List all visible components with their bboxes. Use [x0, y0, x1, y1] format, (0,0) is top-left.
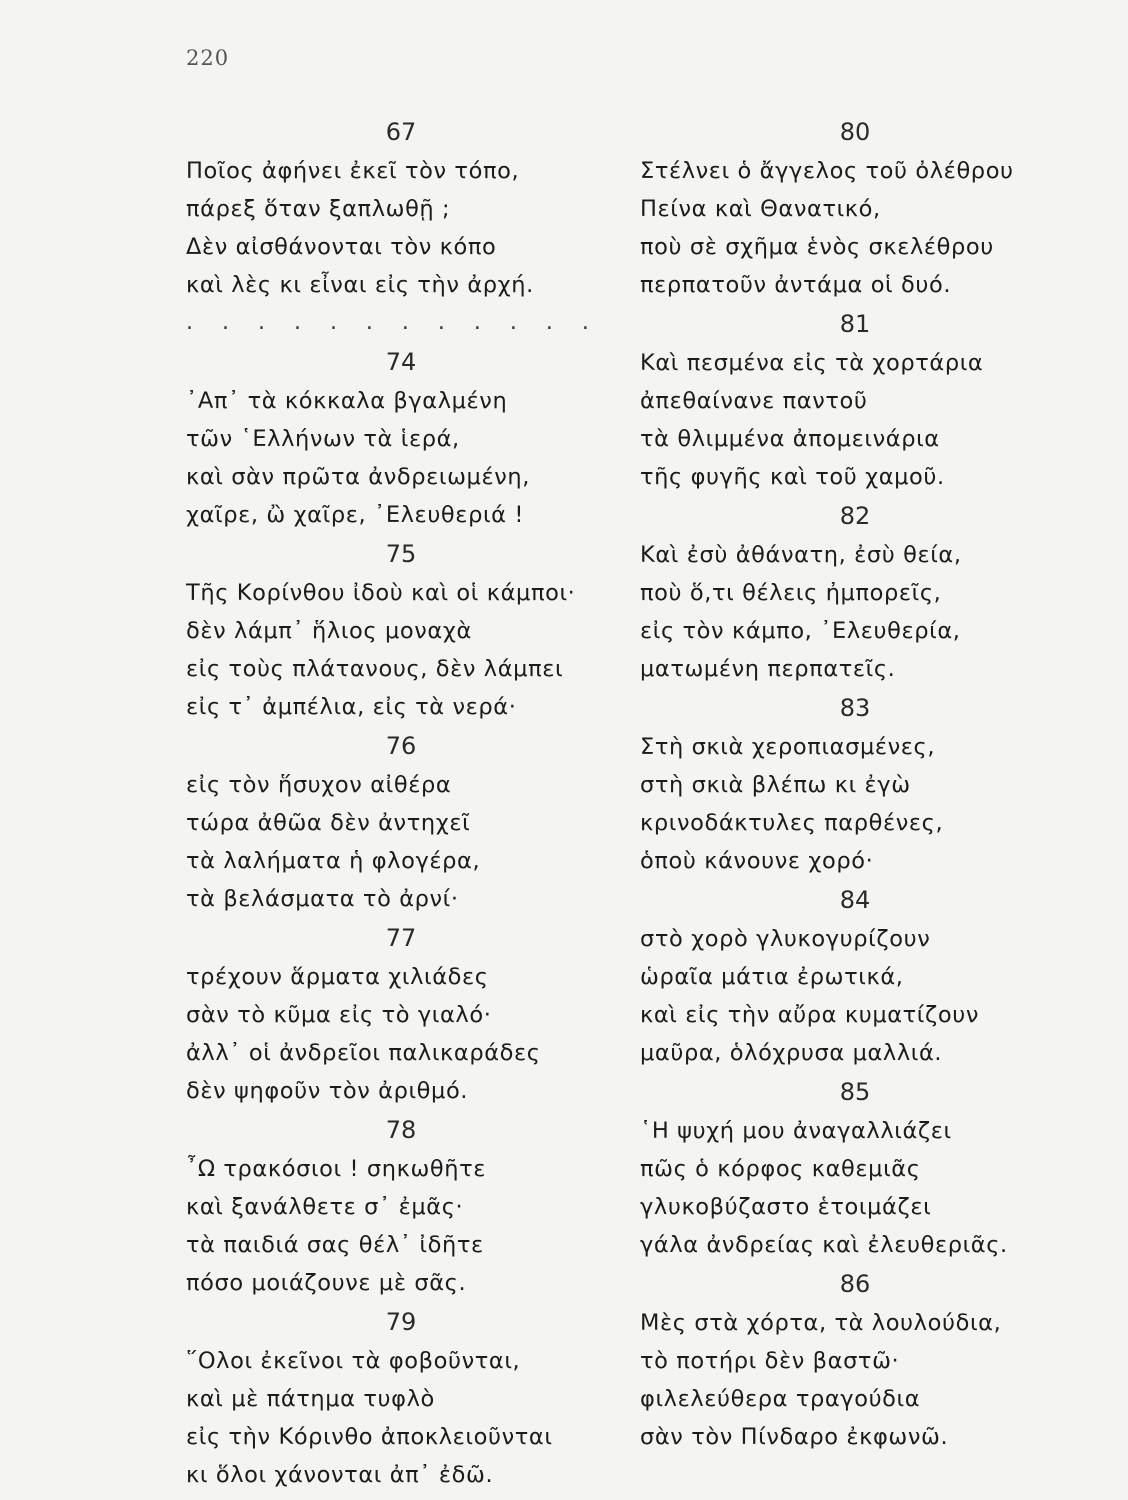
- verse-line: ποὺ ὅ,τι θέλεις ἠμπορεῖς,: [640, 580, 942, 606]
- verse-line: εἰς τοὺς πλάτανους, δὲν λάμπει: [186, 656, 564, 682]
- verse-line: φιλελεύθερα τραγούδια: [640, 1386, 921, 1412]
- verse-line: μαῦρα, ὁλόχρυσα μαλλιά.: [640, 1040, 943, 1066]
- verse-line: πῶς ὁ κόρφος καθεμιᾶς: [640, 1156, 921, 1182]
- stanza-number: 75: [385, 540, 417, 568]
- verse-line: περπατοῦν ἀντάμα οἱ δυό.: [640, 272, 952, 298]
- stanza-83: [640, 688, 1070, 880]
- stanza-number: 85: [839, 1078, 871, 1106]
- stanza-number: 82: [839, 502, 871, 530]
- stanza-84: [640, 880, 1070, 1072]
- verse-line: Καὶ πεσμένα εἰς τὰ χορτάρια: [640, 350, 984, 376]
- stanza-76: [186, 726, 616, 918]
- verse-line: Καὶ ἐσὺ ἀθάνατη, ἐσὺ θεία,: [640, 542, 962, 568]
- verse-line: εἰς τὸν ἥσυχον αἰθέρα: [186, 772, 452, 798]
- stanza-number: 79: [385, 1308, 417, 1336]
- verse-line: ῏Ω τρακόσιοι ! σηκωθῆτε: [186, 1156, 487, 1182]
- verse-line: δὲν λάμπ᾽ ἥλιος μοναχὰ: [186, 618, 472, 644]
- verse-line: καὶ λὲς κι εἶναι εἰς τὴν ἀρχή.: [186, 272, 534, 298]
- verse-line: κι ὅλοι χάνονται ἀπ᾽ ἐδῶ.: [186, 1462, 494, 1488]
- stanza-86: [640, 1264, 1070, 1456]
- stanza-number: 67: [385, 118, 417, 146]
- stanza-85: [640, 1072, 1070, 1264]
- verse-line: τρέχουν ἅρματα χιλιάδες: [186, 964, 489, 990]
- verse-line: ὡραῖα μάτια ἐρωτικά,: [640, 964, 904, 990]
- verse-line: εἰς τὸν κάμπο, ᾿Ελευθερία,: [640, 618, 961, 644]
- page-number: 220: [186, 46, 230, 70]
- verse-line: Ποῖος ἀφήνει ἐκεῖ τὸν τόπο,: [186, 158, 520, 184]
- stanza-number: 81: [839, 310, 871, 338]
- verse-line: ἀλλ᾽ οἱ ἀνδρεῖοι παλικαράδες: [186, 1040, 541, 1066]
- verse-line: ἀπεθαίνανε παντοῦ: [640, 388, 868, 414]
- verse-line: χαῖρε, ὢ χαῖρε, ᾿Ελευθεριά !: [186, 502, 524, 528]
- stanza-number: 84: [839, 886, 871, 914]
- verse-line: τὰ θλιμμένα ἀπομεινάρια: [640, 426, 940, 452]
- right-column: [640, 112, 1070, 1456]
- stanza-78: [186, 1110, 616, 1302]
- verse-line: ῾Η ψυχή μου ἀναγαλλιάζει: [640, 1118, 952, 1144]
- stanza-number: 76: [385, 732, 417, 760]
- verse-line: καὶ μὲ πάτημα τυφλὸ: [186, 1386, 435, 1412]
- stanza-number: 83: [839, 694, 871, 722]
- stanza-77: [186, 918, 616, 1110]
- verse-line: στὴ σκιὰ βλέπω κι ἐγὼ: [640, 772, 911, 798]
- verse-line: καὶ εἰς τὴν αὔρα κυματίζουν: [640, 1002, 980, 1028]
- verse-line: καὶ ξανάλθετε σ᾽ ἐμᾶς·: [186, 1194, 464, 1220]
- verse-line: ποὺ σὲ σχῆμα ἑνὸς σκελέθρου: [640, 234, 994, 260]
- verse-line: τώρα ἀθῶα δὲν ἀντηχεῖ: [186, 810, 471, 836]
- stanza-67: [186, 112, 616, 304]
- verse-line: πάρεξ ὅταν ξαπλωθῇ ;: [186, 196, 451, 222]
- stanza-81: [640, 304, 1070, 496]
- verse-line: τῆς φυγῆς καὶ τοῦ χαμοῦ.: [640, 464, 945, 490]
- verse-line: κρινοδάκτυλες παρθένες,: [640, 810, 944, 836]
- verse-line: ματωμένη περπατεῖς.: [640, 656, 896, 682]
- stanza-80: [640, 112, 1070, 304]
- verse-line: γλυκοβύζαστο ἑτοιμάζει: [640, 1194, 932, 1220]
- stanza-75: [186, 534, 616, 726]
- stanza-number: 80: [839, 118, 871, 146]
- verse-line: γάλα ἀνδρείας καὶ ἐλευθεριᾶς.: [640, 1232, 1008, 1258]
- verse-line: στὸ χορὸ γλυκογυρίζουν: [640, 926, 931, 952]
- stanza-74: [186, 342, 616, 534]
- verse-line: ᾿Απ᾽ τὰ κόκκαλα βγαλμένη: [186, 388, 508, 414]
- verse-line: Στὴ σκιὰ χεροπιασμένες,: [640, 734, 936, 760]
- verse-line: πόσο μοιάζουνε μὲ σᾶς.: [186, 1270, 467, 1296]
- stanza-82: [640, 496, 1070, 688]
- omission-ellipsis: . . . . . . . . . . . .: [186, 310, 600, 335]
- verse-line: τὰ λαλήματα ἡ φλογέρα,: [186, 848, 481, 874]
- verse-line: Δὲν αἰσθάνονται τὸν κόπο: [186, 234, 497, 260]
- verse-line: τὰ βελάσματα τὸ ἀρνί·: [186, 886, 459, 912]
- stanza-number: 74: [385, 348, 417, 376]
- verse-line: ὁποὺ κάνουνε χορό·: [640, 848, 874, 874]
- stanza-number: 77: [385, 924, 417, 952]
- left-column: [186, 112, 616, 1494]
- stanza-79: [186, 1302, 616, 1494]
- verse-line: εἰς τὴν Κόρινθο ἀποκλειοῦνται: [186, 1424, 553, 1450]
- verse-line: ῞Ολοι ἐκεῖνοι τὰ φοβοῦνται,: [186, 1348, 521, 1374]
- verse-line: τὰ παιδιά σας θέλ᾽ ἰδῆτε: [186, 1232, 484, 1258]
- verse-line: σὰν τὸν Πίνδαρο ἐκφωνῶ.: [640, 1424, 949, 1450]
- verse-line: τῶν ῾Ελλήνων τὰ ἱερά,: [186, 426, 460, 452]
- verse-line: Πείνα καὶ Θανατικό,: [640, 196, 881, 222]
- verse-line: σὰν τὸ κῦμα εἰς τὸ γιαλό·: [186, 1002, 492, 1028]
- verse-line: Μὲς στὰ χόρτα, τὰ λουλούδια,: [640, 1310, 1002, 1336]
- stanza-number: 86: [839, 1270, 871, 1298]
- verse-line: τὸ ποτήρι δὲν βαστῶ·: [640, 1348, 900, 1374]
- verse-line: Τῆς Κορίνθου ἰδοὺ καὶ οἱ κάμποι·: [186, 580, 576, 606]
- verse-line: καὶ σὰν πρῶτα ἀνδρειωμένη,: [186, 464, 530, 490]
- stanza-number: 78: [385, 1116, 417, 1144]
- verse-line: εἰς τ᾽ ἀμπέλια, εἰς τὰ νερά·: [186, 694, 517, 720]
- verse-line: δὲν ψηφοῦν τὸν ἀριθμό.: [186, 1078, 469, 1104]
- verse-line: Στέλνει ὁ ἄγγελος τοῦ ὀλέθρου: [640, 158, 1014, 184]
